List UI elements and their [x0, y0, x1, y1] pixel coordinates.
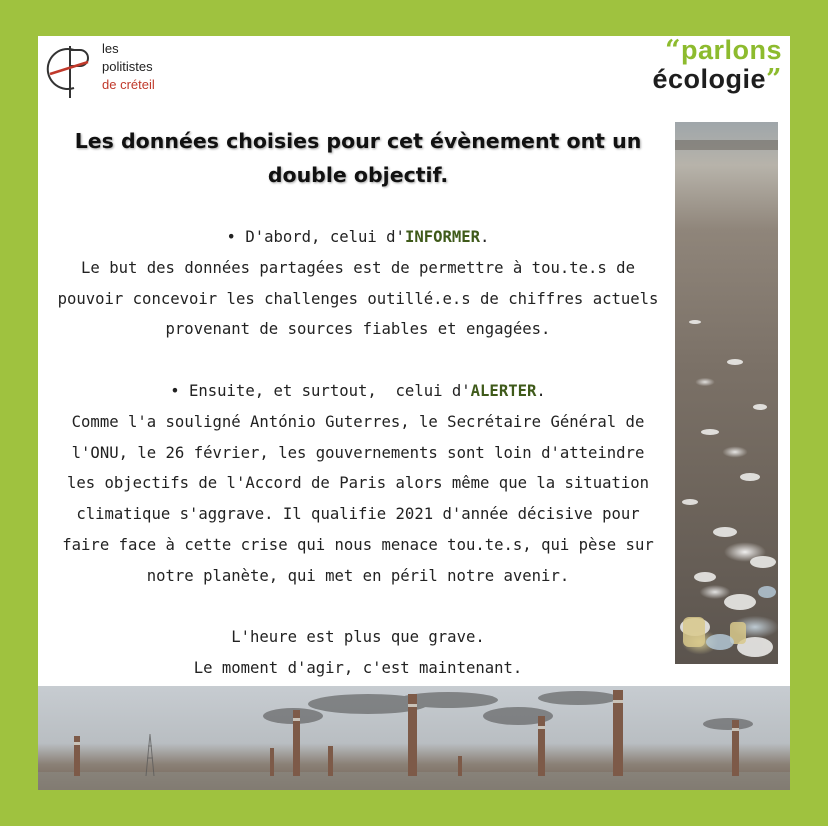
section2-line: l'ONU, le 26 février, les gouvernements sont loin d'atteindre — [71, 443, 645, 462]
section1-line: pouvoir concevoir les challenges outillé.e.s de chiffres actuels — [57, 289, 659, 308]
body-text — [38, 222, 678, 715]
section2-heading — [38, 376, 678, 407]
section2-line: notre planète, qui met en péril notre avenir. — [146, 566, 570, 585]
section2-prefix: • Ensuite, et surtout, celui d' — [170, 381, 471, 400]
logo-line-ecologie: écologie — [652, 64, 766, 94]
logo-line-les: les — [102, 41, 119, 56]
section2-line: Comme l'a souligné António Guterres, le Secrétaire Général de — [71, 412, 645, 431]
parlons-ecologie-logo — [612, 36, 782, 98]
smokestacks-illustration — [38, 686, 790, 790]
smokestacks-photo — [38, 686, 790, 790]
polluted-beach-photo — [675, 122, 778, 664]
politistes-logo-text — [102, 40, 155, 94]
logo-close-quote: ” — [765, 64, 782, 95]
keyword-alerter: ALERTER — [470, 381, 537, 400]
section1-line: provenant de sources fiables et engagées. — [165, 320, 551, 339]
closing-line: L'heure est plus que grave. — [231, 628, 485, 647]
section1-line: Le but des données partagées est de permettre à tou.te.s de — [81, 258, 635, 277]
title-line-1: Les données choisies pour cet évènement ont un — [74, 129, 642, 153]
section2-suffix: . — [536, 381, 546, 400]
section1-suffix: . — [480, 228, 490, 246]
plastic-waste-illustration — [675, 122, 778, 664]
page-title — [48, 124, 668, 192]
closing-line: Le moment d'agir, c'est maintenant. — [193, 659, 523, 678]
section2-line: climatique s'aggrave. Il qualifie 2021 d'année décisive pour — [76, 505, 640, 524]
logo-line-politistes: politistes — [102, 59, 153, 74]
logo-open-quote: “ — [664, 36, 681, 66]
section2-line: faire face à cette crise qui nous menace tou.te.s, qui pèse sur — [62, 535, 654, 554]
logo-line-creteil: de créteil — [102, 77, 155, 92]
logo-line-parlons: parlons — [680, 36, 782, 65]
politistes-logo — [44, 40, 244, 110]
section1-prefix: • D'abord, celui d' — [226, 228, 405, 246]
section1-heading — [38, 222, 678, 253]
politistes-logo-icon — [44, 40, 92, 104]
post-card — [38, 36, 790, 790]
keyword-informer: INFORMER — [404, 228, 481, 246]
section2-line: les objectifs de l'Accord de Paris alors même que la situation — [66, 474, 650, 493]
title-line-2: double objectif. — [267, 163, 449, 187]
